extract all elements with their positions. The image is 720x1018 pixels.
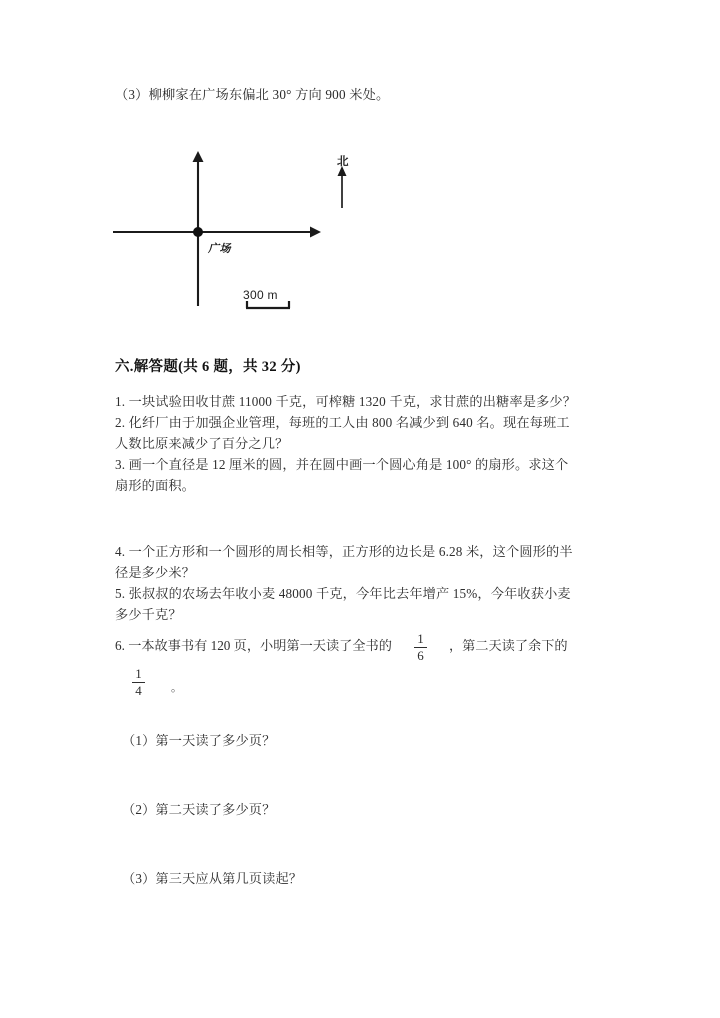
carryover-item-3: （3）柳柳家在广场东偏北 30° 方向 900 米处。 (115, 87, 390, 102)
question-2-line-1: 2. 化纤厂由于加强企业管理，每班的工人由 800 名减少到 640 名。现在每班工 (115, 415, 570, 430)
question-6-text-c: 。 (171, 682, 182, 695)
plaza-coordinate-diagram (100, 140, 420, 325)
fraction-one-quarter-numerator: 1 (135, 666, 142, 681)
question-6-sub-2: （2）第二天读了多少页？ (122, 802, 276, 817)
question-6-text-a: 6. 一本故事书有 120 页，小明第一天读了全书的 (115, 638, 392, 654)
question-3-line-2: 扇形的面积。 (115, 478, 196, 493)
question-6-text-b: ，第二天读了余下的 (448, 638, 568, 654)
fraction-one-sixth (414, 632, 427, 662)
diagram-north-label: 北 (337, 156, 349, 168)
fraction-one-sixth-denominator: 6 (417, 647, 424, 663)
north-axis-arrowhead (193, 151, 204, 162)
question-4-line-1: 4. 一个正方形和一个圆形的周长相等，正方形的边长是 6.28 米，这个圆形的半 (115, 544, 573, 559)
question-6-line-2 (132, 666, 182, 696)
question-6-line-1 (115, 631, 645, 661)
fraction-one-quarter (132, 667, 145, 697)
question-1-line-1: 1. 一块试验田收甘蔗 11000 千克，可榨糖 1320 千克，求甘蔗的出糖率是多少？ (115, 394, 577, 409)
diagram-scale-label: 300 m (243, 288, 278, 302)
question-2-line-2: 人数比原来减少了百分之几？ (115, 436, 289, 451)
section-heading: 六.解答题(共 6 题，共 32 分) (115, 359, 301, 375)
question-5-line-2: 多少千克？ (115, 607, 182, 622)
fraction-one-sixth-numerator: 1 (417, 631, 424, 646)
question-4-line-2: 径是多少米？ (115, 565, 196, 580)
fraction-one-quarter-denominator: 4 (135, 682, 142, 698)
diagram-origin-label: 广场 (208, 243, 231, 255)
east-arrowhead (310, 227, 321, 238)
question-3-line-1: 3. 画一个直径是 12 厘米的圆，并在圆中画一个圆心角是 100° 的扇形。求这个 (115, 457, 569, 472)
question-6-sub-3: （3）第三天应从第几页读起？ (122, 871, 303, 886)
question-6 (115, 631, 645, 661)
origin-point (193, 227, 203, 237)
question-6-sub-1: （1）第一天读了多少页？ (122, 733, 276, 748)
question-5-line-1: 5. 张叔叔的农场去年收小麦 48000 千克，今年比去年增产 15%，今年收获小麦 (115, 586, 571, 601)
